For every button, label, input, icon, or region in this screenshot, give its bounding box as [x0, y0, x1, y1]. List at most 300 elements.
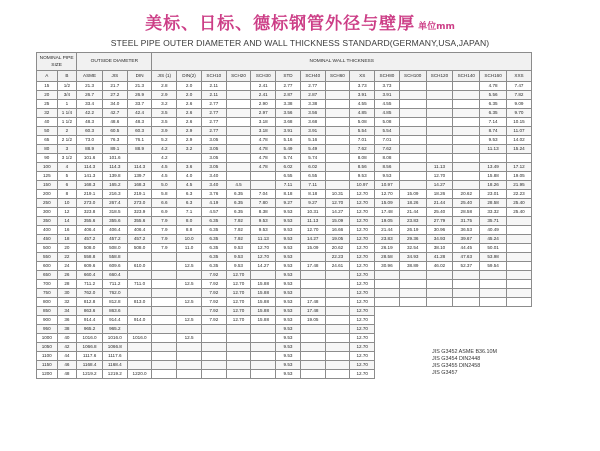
table-cell: [300, 334, 325, 343]
table-cell: [426, 334, 453, 343]
table-cell: [506, 253, 531, 262]
table-cell: 5: [57, 172, 77, 181]
table-cell: 7.11: [276, 181, 301, 190]
table-cell: 12.5: [177, 280, 202, 289]
table-row: [37, 181, 532, 190]
table-cell: 711.2: [77, 280, 103, 289]
table-cell: 9.53: [226, 253, 251, 262]
column-header-row: [37, 71, 532, 82]
table-cell: 400: [37, 226, 58, 235]
table-cell: [325, 307, 350, 316]
table-cell: [453, 109, 480, 118]
table-cell: [251, 334, 276, 343]
table-cell: 12.70: [300, 226, 325, 235]
table-cell: 6.35: [226, 190, 251, 199]
table-cell: [226, 82, 251, 91]
table-cell: 16: [57, 226, 77, 235]
table-cell: 44: [57, 352, 77, 361]
table-cell: 406.4: [77, 226, 103, 235]
table-cell: [300, 343, 325, 352]
table-cell: 12.70: [426, 172, 453, 181]
table-cell: 7.80: [251, 199, 276, 208]
table-cell: 32: [57, 298, 77, 307]
table-cell: 76.3: [102, 136, 127, 145]
table-cell: 5.56: [480, 91, 507, 100]
table-cell: 8.08: [350, 154, 375, 163]
document-title-en: STEEL PIPE OUTER DIAMETER AND WALL THICKNESS STANDARD(GERMANY,USA,JAPAN): [110, 38, 490, 48]
table-cell: 9.53: [276, 352, 301, 361]
table-cell: 12.70: [350, 190, 375, 199]
table-cell: 3.2: [177, 145, 202, 154]
table-cell: [453, 325, 480, 334]
table-cell: [506, 334, 531, 343]
table-cell: [325, 91, 350, 100]
table-cell: 406.4: [102, 226, 127, 235]
table-cell: [375, 343, 400, 352]
table-cell: [127, 343, 152, 352]
table-cell: 3.05: [201, 154, 226, 163]
table-cell: 8.74: [480, 127, 507, 136]
table-cell: 12.70: [350, 235, 375, 244]
table-cell: 26.19: [399, 226, 426, 235]
table-cell: [375, 271, 400, 280]
table-cell: [300, 271, 325, 280]
table-cell: 15.88: [251, 280, 276, 289]
table-cell: 21.44: [399, 208, 426, 217]
table-cell: [453, 172, 480, 181]
table-cell: [480, 334, 507, 343]
table-cell: 21.7: [102, 82, 127, 91]
table-cell: 5.08: [375, 118, 400, 127]
header-group-row: [37, 53, 532, 71]
table-cell: [480, 325, 507, 334]
table-cell: [506, 154, 531, 163]
column-header: DIN(2): [177, 71, 202, 82]
table-cell: [399, 109, 426, 118]
table-cell: 216.3: [102, 190, 127, 199]
table-row: [37, 190, 532, 199]
table-cell: [426, 100, 453, 109]
table-cell: 3.40: [201, 181, 226, 190]
table-cell: 4.5: [226, 181, 251, 190]
table-cell: 850: [37, 307, 58, 316]
table-cell: 19.05: [506, 172, 531, 181]
table-cell: 21.95: [506, 181, 531, 190]
table-row: [37, 289, 532, 298]
table-cell: 17.48: [300, 298, 325, 307]
table-cell: 660.4: [102, 271, 127, 280]
table-cell: 60.5: [102, 127, 127, 136]
table-cell: 7.47: [506, 82, 531, 91]
table-cell: [399, 361, 426, 370]
table-cell: 5.16: [300, 136, 325, 145]
standard-line: JIS G3454 DIN2448: [432, 356, 481, 362]
table-cell: 450: [37, 235, 58, 244]
table-cell: [325, 181, 350, 190]
table-cell: [300, 370, 325, 379]
table-cell: 12.70: [350, 280, 375, 289]
table-cell: 700: [37, 280, 58, 289]
table-cell: 12.70: [325, 199, 350, 208]
table-cell: 3.2: [152, 100, 177, 109]
table-cell: 2.87: [300, 91, 325, 100]
table-cell: 355.6: [102, 217, 127, 226]
table-cell: 15.88: [480, 172, 507, 181]
table-cell: 10.31: [325, 190, 350, 199]
table-cell: [325, 316, 350, 325]
table-cell: [375, 334, 400, 343]
table-cell: [177, 343, 202, 352]
table-cell: 4.55: [375, 100, 400, 109]
table-cell: 101.6: [102, 154, 127, 163]
table-cell: 39.67: [453, 235, 480, 244]
table-cell: 26: [57, 271, 77, 280]
table-cell: 24.61: [325, 262, 350, 271]
table-cell: [152, 271, 177, 280]
table-cell: 7.92: [201, 280, 226, 289]
table-cell: [453, 298, 480, 307]
table-cell: 20.62: [325, 244, 350, 253]
table-cell: 5.49: [276, 145, 301, 154]
table-cell: 200: [37, 190, 58, 199]
table-cell: 10.15: [506, 118, 531, 127]
table-cell: 9.53: [276, 244, 301, 253]
table-cell: 90: [37, 154, 58, 163]
table-cell: [127, 325, 152, 334]
table-cell: 30.96: [375, 262, 400, 271]
table-cell: 34.0: [102, 100, 127, 109]
table-cell: [399, 163, 426, 172]
table-cell: 5.54: [375, 127, 400, 136]
table-cell: 267.4: [102, 199, 127, 208]
table-cell: [325, 163, 350, 172]
table-cell: 6.35: [201, 217, 226, 226]
table-cell: 9.53: [350, 172, 375, 181]
table-cell: [152, 280, 177, 289]
table-cell: [127, 154, 152, 163]
table-cell: 7.9: [152, 217, 177, 226]
table-cell: 8: [57, 190, 77, 199]
table-cell: 4.55: [350, 100, 375, 109]
table-cell: 4.5: [152, 172, 177, 181]
table-row: [37, 334, 532, 343]
table-cell: [325, 280, 350, 289]
column-header: SCH120: [426, 71, 453, 82]
table-cell: 2.87: [276, 91, 301, 100]
table-cell: [226, 172, 251, 181]
column-header: DIN: [127, 71, 152, 82]
table-cell: 21.44: [426, 199, 453, 208]
table-cell: [426, 271, 453, 280]
table-cell: [506, 271, 531, 280]
table-cell: [152, 289, 177, 298]
table-cell: [325, 271, 350, 280]
table-cell: [152, 343, 177, 352]
table-cell: 20: [57, 244, 77, 253]
table-cell: 4.78: [480, 82, 507, 91]
table-cell: 28: [57, 280, 77, 289]
table-cell: 11.13: [480, 145, 507, 154]
column-header: SCH160: [480, 71, 507, 82]
table-cell: [426, 298, 453, 307]
table-cell: 114.3: [77, 163, 103, 172]
table-row: [37, 253, 532, 262]
table-cell: [426, 136, 453, 145]
table-row: [37, 154, 532, 163]
table-cell: 15: [37, 82, 58, 91]
table-cell: 7.1: [177, 208, 202, 217]
table-cell: 7.92: [201, 289, 226, 298]
table-row: [37, 172, 532, 181]
table-cell: 7.01: [375, 136, 400, 145]
table-cell: [226, 370, 251, 379]
table-cell: 4.85: [375, 109, 400, 118]
table-cell: 60.3: [77, 127, 103, 136]
table-row: [37, 226, 532, 235]
table-cell: 558.8: [102, 253, 127, 262]
table-cell: 3 1/2: [57, 154, 77, 163]
table-row: [37, 82, 532, 91]
table-cell: 4.78: [251, 154, 276, 163]
table-cell: [152, 307, 177, 316]
title-text: 美标、日标、德标钢管外径与壁厚: [145, 14, 416, 34]
table-cell: 89.1: [102, 145, 127, 154]
table-cell: 7.92: [201, 271, 226, 280]
table-cell: 59.54: [480, 262, 507, 271]
table-cell: [375, 298, 400, 307]
table-cell: 914.0: [127, 316, 152, 325]
table-cell: 7.92: [226, 226, 251, 235]
table-cell: 35.71: [480, 217, 507, 226]
table-cell: [506, 244, 531, 253]
table-cell: [399, 343, 426, 352]
table-cell: 3.18: [251, 118, 276, 127]
table-cell: [426, 127, 453, 136]
table-cell: [426, 91, 453, 100]
table-cell: 40.49: [480, 226, 507, 235]
table-cell: [300, 280, 325, 289]
table-cell: [399, 154, 426, 163]
table-cell: [325, 127, 350, 136]
table-cell: 660.4: [77, 271, 103, 280]
table-cell: 1 1/2: [57, 118, 77, 127]
table-cell: 6.35: [201, 226, 226, 235]
table-cell: 21.3: [127, 82, 152, 91]
table-cell: [325, 298, 350, 307]
table-cell: [506, 235, 531, 244]
column-header: XXS: [506, 71, 531, 82]
table-cell: [300, 325, 325, 334]
table-cell: 12.5: [177, 334, 202, 343]
table-cell: [453, 181, 480, 190]
table-cell: 14.02: [506, 136, 531, 145]
table-cell: 3.76: [201, 190, 226, 199]
table-cell: [426, 280, 453, 289]
table-cell: [453, 82, 480, 91]
table-cell: 88.9: [77, 145, 103, 154]
table-cell: 1000: [37, 334, 58, 343]
table-row: [37, 208, 532, 217]
table-cell: 2.77: [276, 82, 301, 91]
table-cell: 1100: [37, 352, 58, 361]
table-cell: 8.38: [251, 208, 276, 217]
table-cell: 7.9: [152, 226, 177, 235]
table-cell: 25.40: [426, 208, 453, 217]
table-row: [37, 316, 532, 325]
table-cell: [426, 145, 453, 154]
table-cell: 12.70: [350, 334, 375, 343]
table-cell: 60.3: [127, 127, 152, 136]
table-cell: 3.5: [152, 109, 177, 118]
column-header: SCH100: [399, 71, 426, 82]
table-cell: 150: [37, 181, 58, 190]
table-cell: 9.53: [480, 136, 507, 145]
table-cell: 12.70: [350, 289, 375, 298]
table-cell: 2.77: [201, 109, 226, 118]
table-cell: 1219.2: [77, 370, 103, 379]
table-cell: 7.82: [506, 91, 531, 100]
table-cell: 2: [57, 127, 77, 136]
table-cell: 1: [57, 100, 77, 109]
table-cell: 12.70: [350, 298, 375, 307]
table-cell: 21.44: [375, 226, 400, 235]
table-cell: 5.0: [152, 181, 177, 190]
table-cell: [127, 271, 152, 280]
table-cell: [375, 325, 400, 334]
table-row: [37, 199, 532, 208]
table-cell: 9.53: [276, 262, 301, 271]
table-cell: 9.53: [375, 172, 400, 181]
table-cell: [426, 307, 453, 316]
table-cell: [152, 298, 177, 307]
table-cell: 6.35: [226, 208, 251, 217]
table-row: [37, 262, 532, 271]
table-cell: 12.70: [350, 244, 375, 253]
table-cell: 300: [37, 208, 58, 217]
table-cell: 1050: [37, 343, 58, 352]
table-cell: 355.6: [77, 217, 103, 226]
table-cell: 6.02: [276, 163, 301, 172]
table-cell: 168.3: [77, 181, 103, 190]
table-cell: [506, 280, 531, 289]
table-cell: 19.05: [375, 217, 400, 226]
table-cell: 9.53: [251, 217, 276, 226]
table-cell: 1219.2: [102, 370, 127, 379]
column-header: SCH40: [300, 71, 325, 82]
table-cell: 12.5: [177, 316, 202, 325]
unit-label: 单位mm: [418, 22, 455, 32]
table-cell: [152, 334, 177, 343]
table-cell: 8.18: [300, 190, 325, 199]
table-row: [37, 136, 532, 145]
table-cell: [480, 307, 507, 316]
table-cell: 3.91: [350, 91, 375, 100]
table-cell: [506, 325, 531, 334]
table-cell: 12.70: [350, 352, 375, 361]
column-header: A: [37, 71, 58, 82]
table-cell: 28.58: [453, 208, 480, 217]
table-cell: 14.27: [325, 208, 350, 217]
table-cell: 36: [57, 316, 77, 325]
table-cell: 28.58: [375, 253, 400, 262]
table-cell: 12.70: [251, 253, 276, 262]
table-cell: [325, 118, 350, 127]
table-cell: 863.6: [102, 307, 127, 316]
table-cell: 16.66: [325, 226, 350, 235]
table-cell: 3.68: [276, 118, 301, 127]
table-cell: 12.70: [226, 280, 251, 289]
table-cell: 318.5: [102, 208, 127, 217]
table-cell: 25.40: [506, 208, 531, 217]
table-cell: 9.53: [276, 325, 301, 334]
table-cell: 38.10: [426, 244, 453, 253]
table-cell: [399, 352, 426, 361]
table-cell: 22: [57, 253, 77, 262]
table-cell: 6.35: [201, 244, 226, 253]
table-cell: 41.28: [426, 253, 453, 262]
table-cell: 30: [57, 289, 77, 298]
table-cell: [399, 280, 426, 289]
table-cell: 7.92: [201, 307, 226, 316]
table-cell: 22.23: [506, 190, 531, 199]
table-cell: 114.3: [102, 163, 127, 172]
table-cell: 9.53: [276, 334, 301, 343]
table-cell: 34.93: [399, 253, 426, 262]
table-cell: [177, 361, 202, 370]
table-cell: 31.75: [453, 217, 480, 226]
table-cell: 23.01: [480, 190, 507, 199]
table-cell: 15.09: [399, 190, 426, 199]
table-cell: 17.48: [300, 262, 325, 271]
table-cell: 7.62: [375, 145, 400, 154]
table-cell: 9.53: [276, 226, 301, 235]
table-cell: 1150: [37, 361, 58, 370]
table-cell: 19.05: [300, 316, 325, 325]
table-cell: 50.01: [480, 244, 507, 253]
table-cell: [201, 343, 226, 352]
table-cell: 3.05: [201, 163, 226, 172]
table-cell: 750: [37, 289, 58, 298]
table-cell: [177, 370, 202, 379]
table-cell: 3.05: [201, 145, 226, 154]
table-cell: 762.0: [77, 289, 103, 298]
table-cell: 88.9: [127, 145, 152, 154]
table-cell: 12.70: [350, 370, 375, 379]
column-header: B: [57, 71, 77, 82]
table-cell: 762.0: [102, 289, 127, 298]
table-cell: 5.16: [276, 136, 301, 145]
table-cell: [152, 325, 177, 334]
table-cell: 139.8: [102, 172, 127, 181]
nominal-pipe-size-header: NOMINAL PIPE SIZE: [37, 53, 77, 71]
table-cell: 4.5: [152, 163, 177, 172]
table-cell: [453, 91, 480, 100]
table-cell: 12.70: [226, 298, 251, 307]
table-cell: [426, 316, 453, 325]
table-cell: 2.9: [177, 127, 202, 136]
table-cell: 9.53: [276, 217, 301, 226]
table-cell: 508.0: [77, 244, 103, 253]
table-cell: 5.74: [276, 154, 301, 163]
outside-diameter-header: OUTSIDE DIAMETER: [77, 53, 152, 71]
table-cell: [480, 316, 507, 325]
table-cell: [226, 91, 251, 100]
table-cell: 12.70: [350, 343, 375, 352]
table-cell: 17.12: [506, 163, 531, 172]
table-cell: [399, 82, 426, 91]
table-cell: [325, 289, 350, 298]
table-cell: 47.63: [453, 253, 480, 262]
